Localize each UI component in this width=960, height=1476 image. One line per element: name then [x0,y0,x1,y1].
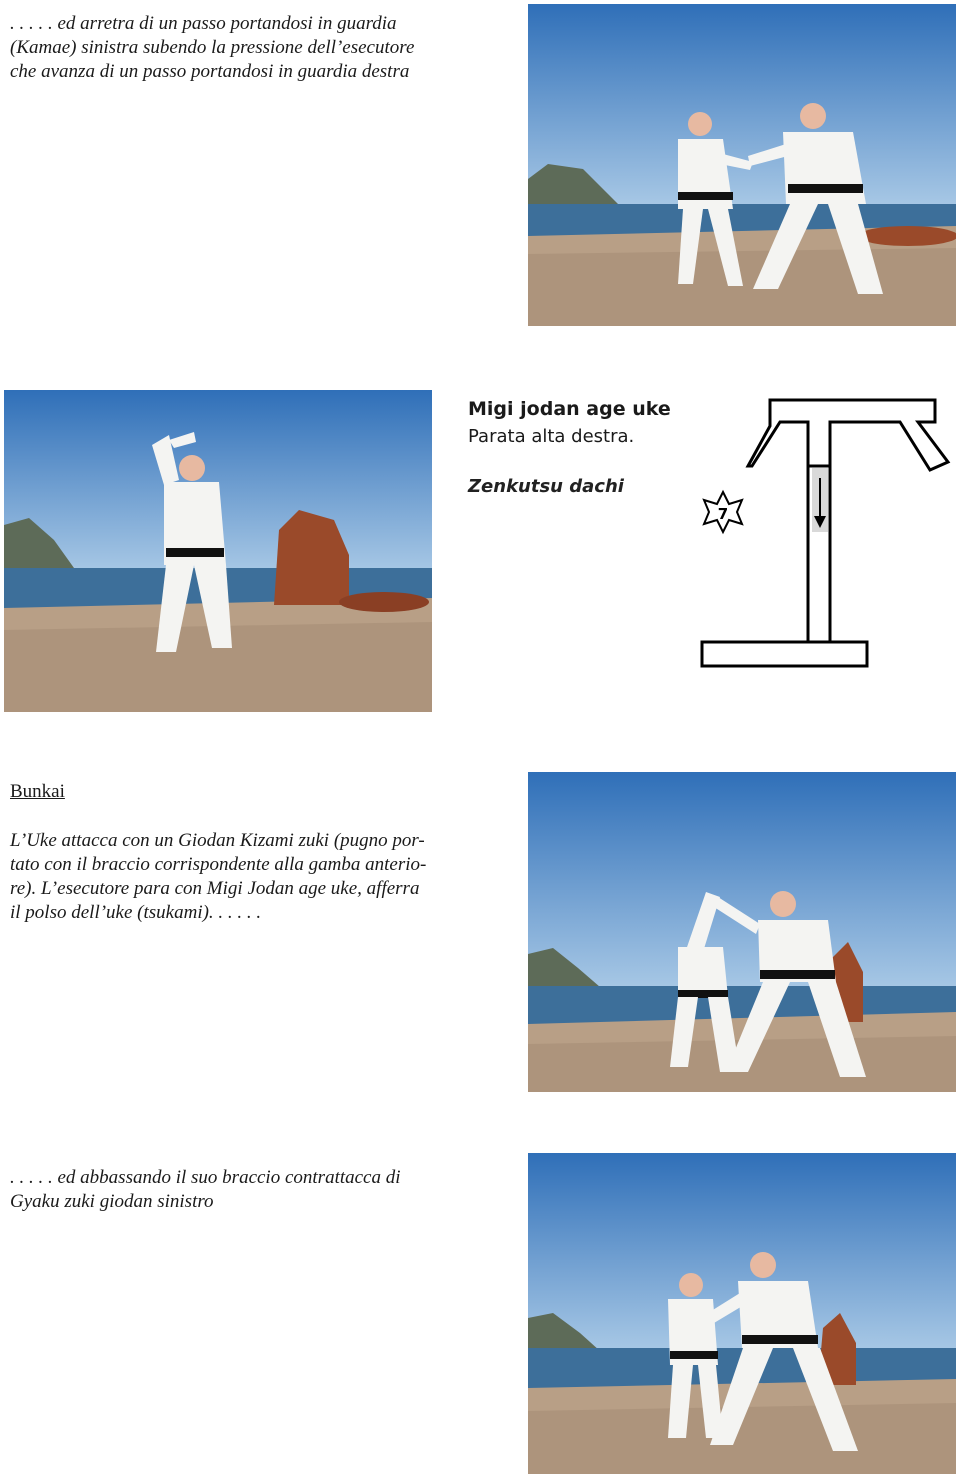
step-number: 7 [717,505,729,523]
stance-name: Zenkutsu dachi [468,476,624,497]
diagram-top-line [748,400,948,470]
counter-line: . . . . . ed abbassando il suo braccio contrattacca di [10,1167,401,1188]
intro-line: (Kamae) sinistra subendo la pressione dell’esecutore [10,37,415,58]
intro-line: . . . . . ed arretra di un passo portandosi in guardia [10,13,397,34]
photo-age-uke-solo [4,390,432,712]
photo-bunkai-block [528,772,956,1092]
counter-line: Gyaku zuki giodan sinistro [10,1191,214,1212]
photo-kamae-pair [528,4,956,326]
bunkai-line: il polso dell’uke (tsukami). . . . . . [10,902,262,923]
bunkai-line: L’Uke attacca con un Giodan Kizami zuki (pugno por- [10,830,425,851]
intro-paragraph [10,12,414,84]
intro-line: che avanza di un passo portandosi in guardia destra [10,61,410,82]
embusen-diagram [690,390,960,680]
counter-paragraph [10,1166,401,1214]
bunkai-heading: Bunkai [10,781,65,802]
bunkai-line: re). L’esecutore para con Migi Jodan age uke, afferra [10,878,420,899]
diagram-bottom-line [702,642,867,666]
photo-gyaku-zuki [528,1153,956,1474]
technique-name: Migi jodan age uke [468,398,671,420]
technique-translation: Parata alta destra. [468,426,635,447]
bunkai-paragraph [10,829,426,925]
bunkai-line: tato con il braccio corrispondente alla gamba anterio- [10,854,427,875]
